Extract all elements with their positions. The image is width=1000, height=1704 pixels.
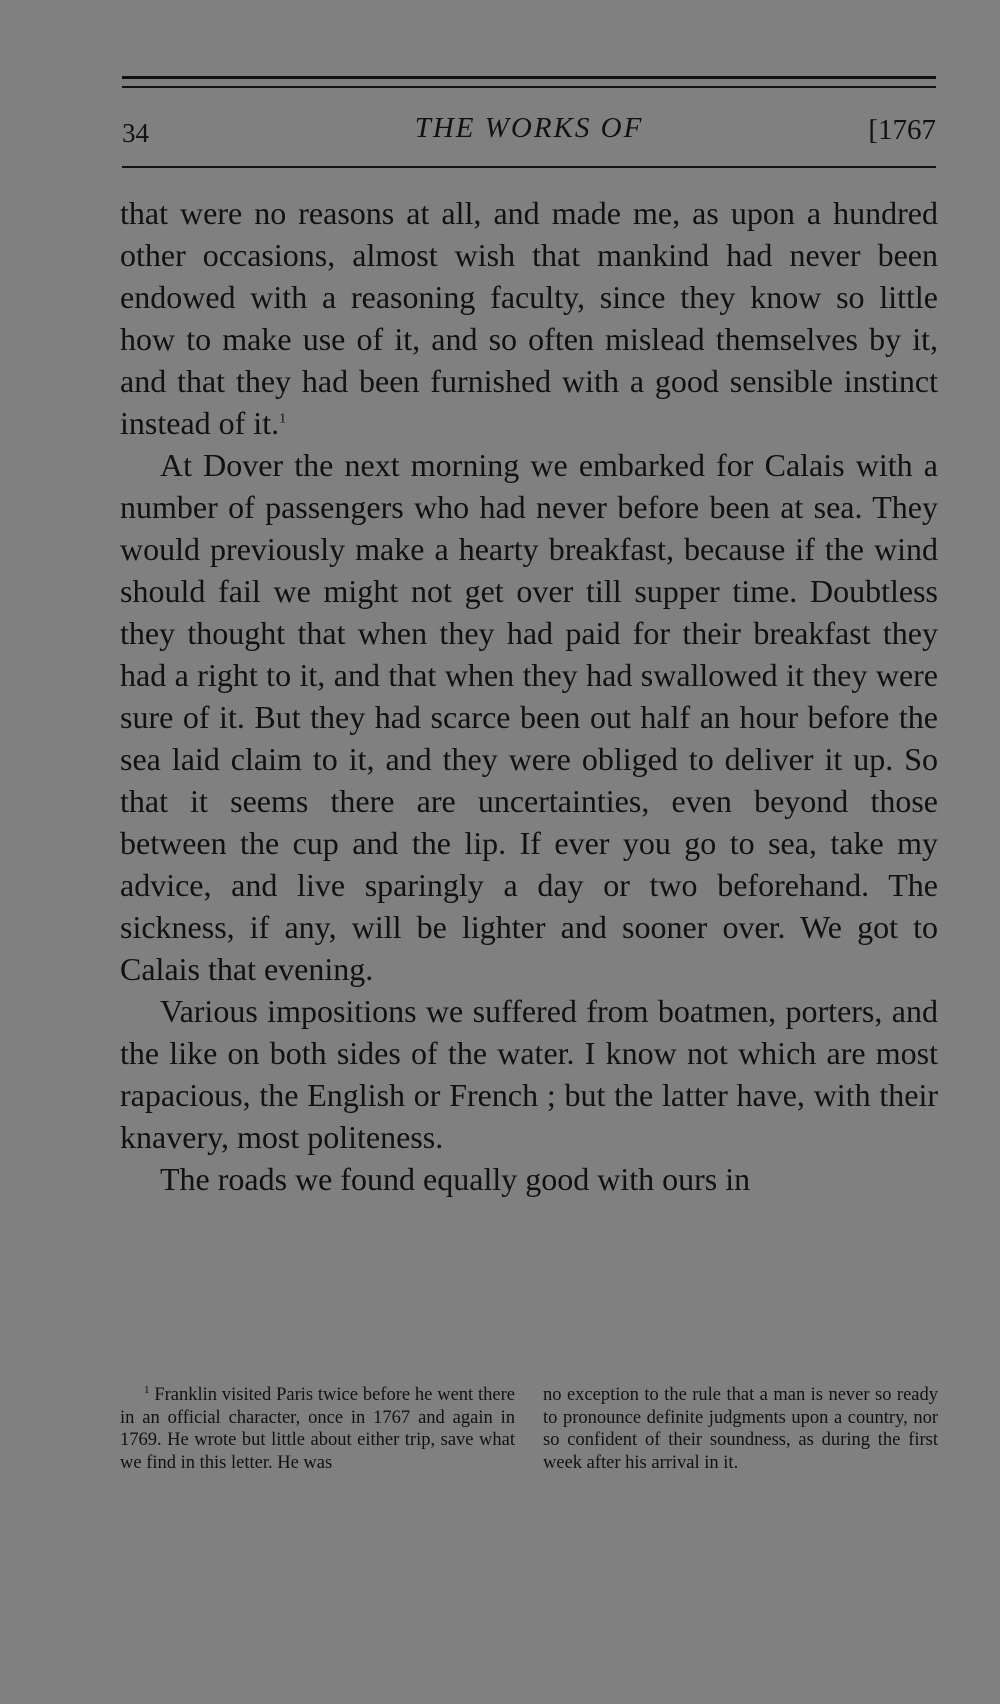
footnote-reference: 1 bbox=[279, 411, 287, 427]
paragraph-3: Various impositions we suffered from boatmen, porters, and the like on both sides of the water. I know not which are most rapacious, the English or French ; but the latter have, with their knavery, most politeness. bbox=[120, 993, 938, 1155]
footnote-left-text: Franklin visited Paris twice before he went there in an official character, once in 1767 and again in 1769. He wrote but little about either trip, save what we find in this letter. He was bbox=[120, 1385, 516, 1473]
body-text bbox=[120, 192, 938, 1200]
running-title: THE WORKS OF bbox=[414, 112, 644, 144]
paragraph-4: The roads we found equally good with ours in bbox=[160, 1161, 751, 1197]
top-double-rule-lower bbox=[122, 86, 936, 88]
running-head bbox=[122, 112, 936, 152]
header-rule bbox=[122, 166, 936, 168]
paragraph-1 bbox=[120, 192, 938, 444]
footnote-column-right: no exception to the rule that a man is never so ready to pronounce definite judgments upon a country, nor so confident of their soundness, as during the first week after his arrival in it. bbox=[543, 1385, 938, 1473]
paragraph-1-text: that were no reasons at all, and made me, as upon a hundred other occasions, almost wish that mankind had never been endowed with a reasoning faculty, since they know so little how to make use of it, and so often mislead themselves by it, and that they had been furnished with a good sensible instinct instead of it. bbox=[120, 195, 938, 441]
footnote-column-left bbox=[120, 1384, 515, 1474]
paragraph-2: At Dover the next morning we embarked for Calais with a number of passengers who had never before been at sea. They would previously make a hearty breakfast, because if the wind should fail we might not get over till supper time. Doubtless they thought that when they had paid for their breakfast they had a right to it, and that when they had swallowed it they were sure of it. But they had scarce been out half an hour before the sea laid claim to it, and they were obliged to deliver it up. So that it seems there are uncertainties, even beyond those between the cup and the lip. If ever you go to sea, take my advice, and live sparingly a day or two beforehand. The sickness, if any, will be lighter and sooner over. We got to Calais that evening. bbox=[120, 447, 938, 987]
top-double-rule-upper bbox=[122, 76, 936, 79]
page-number: 34 bbox=[122, 118, 149, 148]
running-year: [1767 bbox=[868, 114, 936, 146]
footnote bbox=[120, 1384, 938, 1474]
footnote-mark: 1 bbox=[144, 1383, 150, 1396]
